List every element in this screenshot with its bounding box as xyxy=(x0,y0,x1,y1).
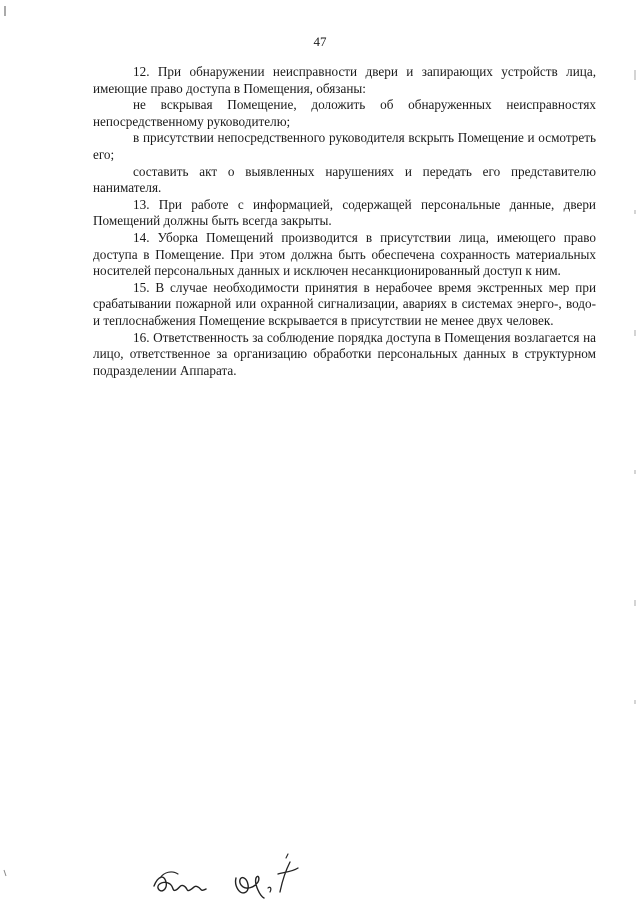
paragraph-12-item-1: не вскрывая Помещение, доложить об обнаруженных неисправностях непосредственному руководителю; xyxy=(93,97,596,129)
page-number: 47 xyxy=(313,34,327,49)
paragraph-15: 15. В случае необходимости принятия в нерабочее время экстренных мер при срабатывании пожарной или охранной сигнализации, авариях в системах энерго-, водо- и теплоснабжения Помещение вскрывается в присутствии не менее двух человек. xyxy=(93,279,596,328)
paragraph-16: 16. Ответственность за соблюдение порядка доступа в Помещения возлагается на лицо, ответственное за организацию обработки персональных данных в структурном подразделении Аппарата. xyxy=(93,329,596,378)
paragraph-14: 14. Уборка Помещений производится в присутствии лица, имеющего право доступа в Помещение. При этом должна быть обеспечена сохранность материальных носителей персональных данных и исключен несанкционированный доступ к ним. xyxy=(93,229,596,279)
left-scan-edge xyxy=(2,0,8,905)
paragraph-12-item-2: в присутствии непосредственного руководителя вскрыть Помещение и осмотреть его; xyxy=(93,130,596,162)
paragraph-13: 13. При работе с информацией, содержащей персональные данные, двери Помещений должны быть всегда закрыты. xyxy=(93,196,596,229)
paragraph-12-item-3: составить акт о выявленных нарушениях и передать его представителю нанимателя. xyxy=(93,163,596,196)
right-scan-edge xyxy=(632,0,638,905)
handwritten-signature xyxy=(150,852,310,904)
document-body xyxy=(93,64,596,379)
paragraph-12: 12. При обнаружении неисправности двери и запирающих устройств лица, имеющие право доступа в Помещения, обязаны: xyxy=(93,64,596,96)
